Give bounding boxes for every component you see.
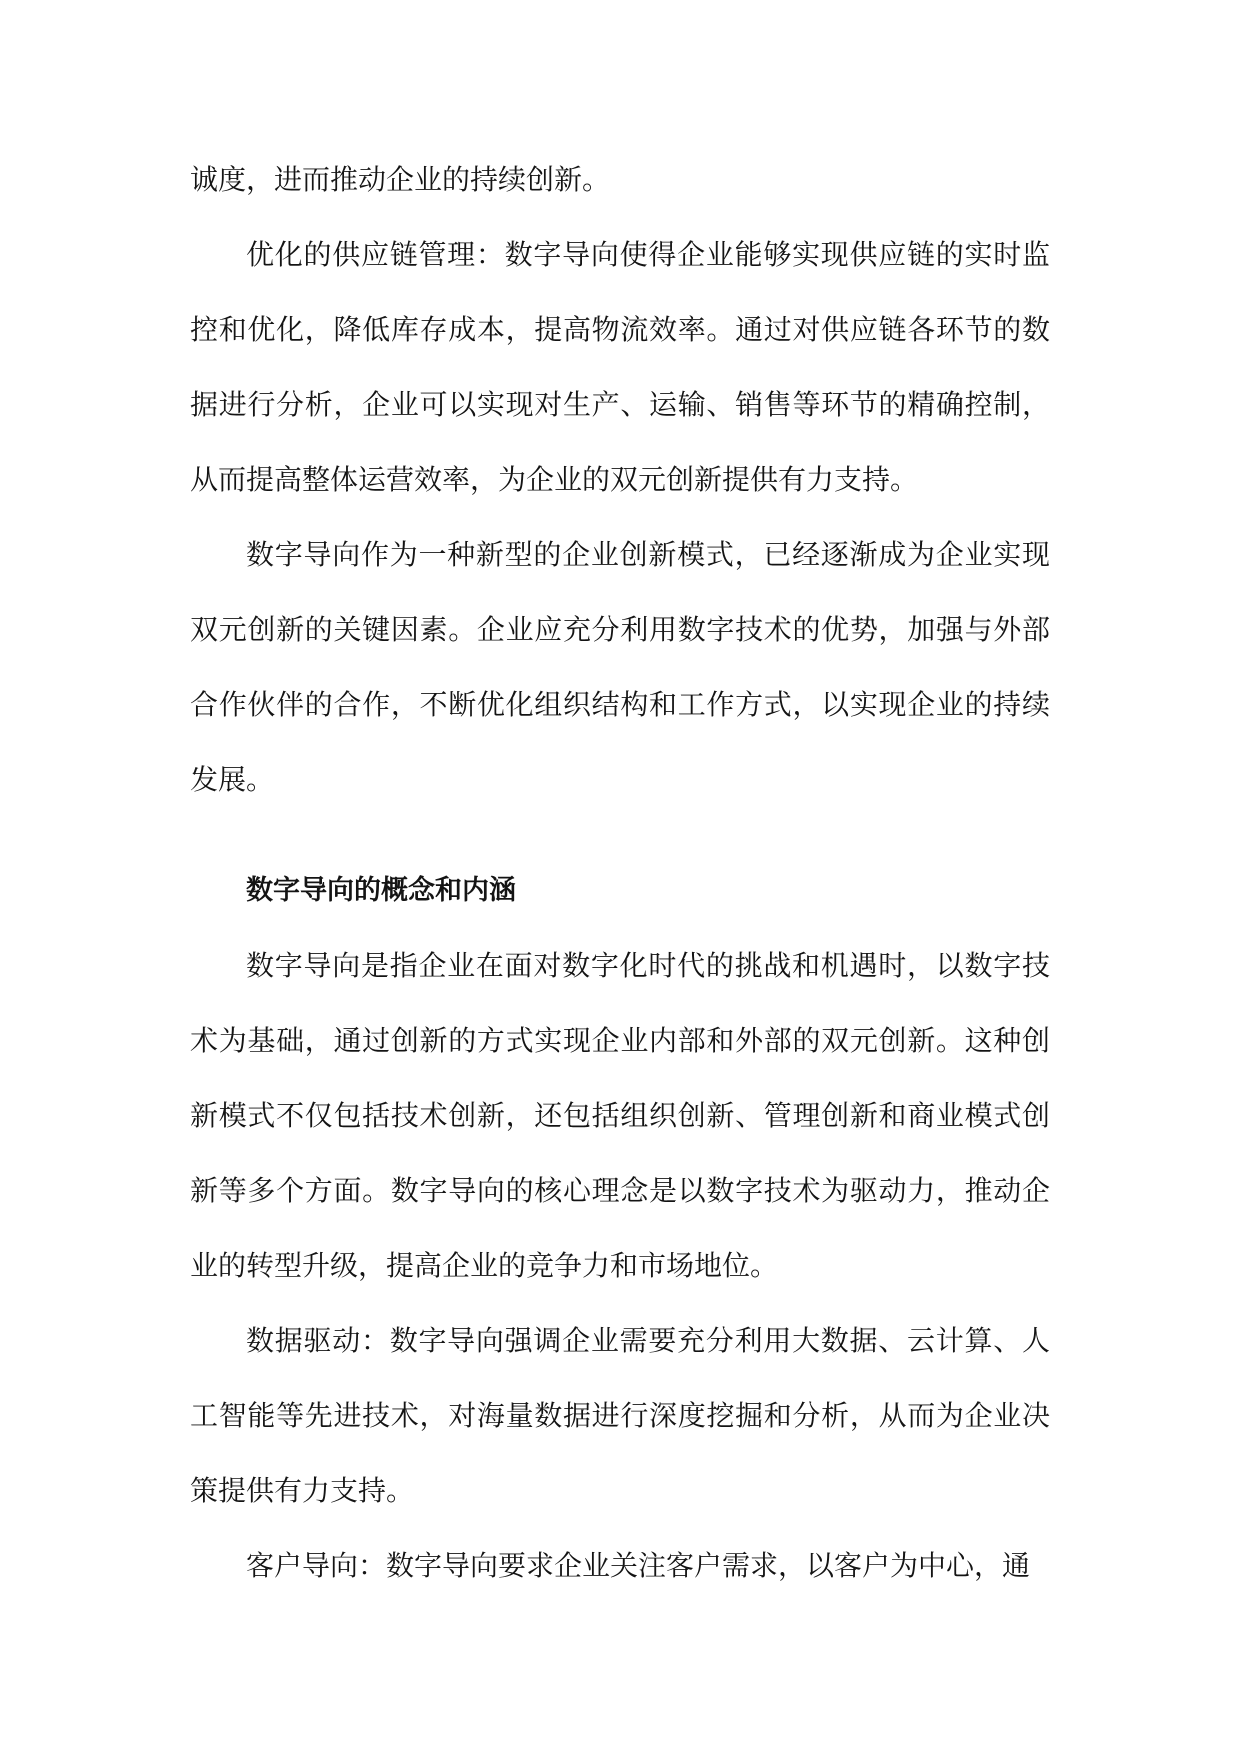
paragraph-data-driven: 数据驱动：数字导向强调企业需要充分利用大数据、云计算、人工智能等先进技术，对海量数据进行深度挖掘和分析，从而为企业决策提供有力支持。	[190, 1324, 1050, 1507]
document-body	[190, 142, 1050, 1603]
section-heading: 数字导向的概念和内涵	[246, 875, 516, 906]
paragraph-continuation: 诚度，进而推动企业的持续创新。	[190, 163, 611, 196]
paragraph-customer-oriented: 客户导向：数字导向要求企业关注客户需求，以客户为中心，通	[246, 1549, 1031, 1582]
paragraph-supply-chain: 优化的供应链管理：数字导向使得企业能够实现供应链的实时监控和优化，降低库存成本，提高物流效率。通过对供应链各环节的数据进行分析，企业可以实现对生产、运输、销售等环节的精确控制，从而提高整体运营效率，为企业的双元创新提供有力支持。	[190, 238, 1050, 496]
paragraph-definition: 数字导向是指企业在面对数字化时代的挑战和机遇时，以数字技术为基础，通过创新的方式实现企业内部和外部的双元创新。这种创新模式不仅包括技术创新，还包括组织创新、管理创新和商业模式创新等多个方面。数字导向的核心理念是以数字技术为驱动力，推动企业的转型升级，提高企业的竞争力和市场地位。	[190, 949, 1050, 1282]
paragraph-summary: 数字导向作为一种新型的企业创新模式，已经逐渐成为企业实现双元创新的关键因素。企业应充分利用数字技术的优势，加强与外部合作伙伴的合作，不断优化组织结构和工作方式，以实现企业的持续发展。	[190, 538, 1050, 796]
